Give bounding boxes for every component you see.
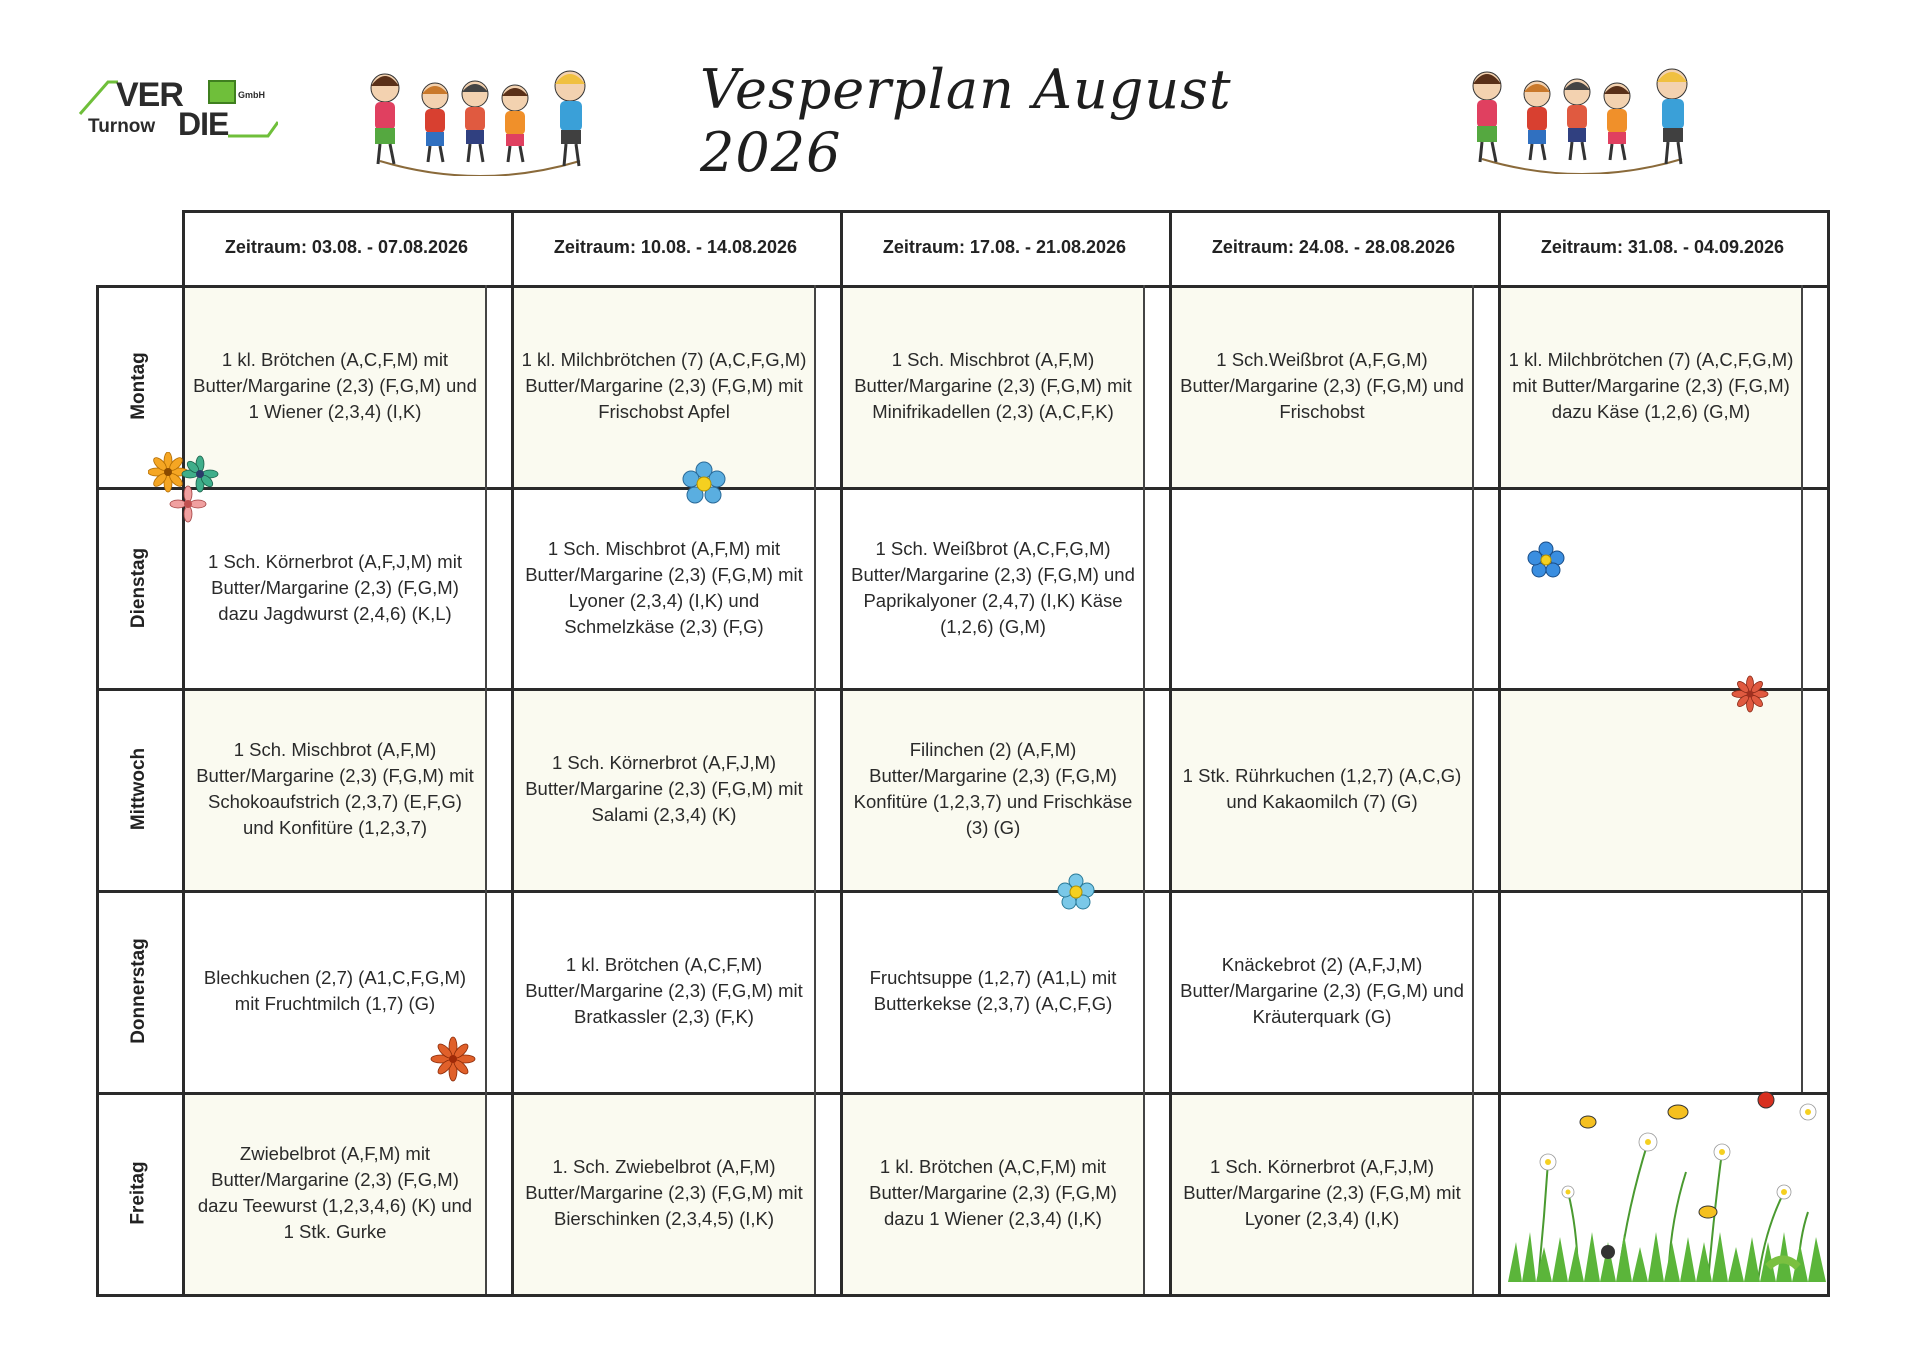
blue-flower-icon [1054,870,1098,914]
red-flower-icon [1728,672,1772,716]
children-jump-rope-illustration-right [1452,64,1712,174]
menu-cell: Filinchen (2) (A,F,M) Butter/Margarine (2,3) (F,G,M) Konfitüre (1,2,3,7) und Frischkäse (3) (G) [853,739,1133,838]
blue-flower-icon [1524,538,1568,582]
menu-cell: Knäckebrot (2) (A,F,J,M) Butter/Margarine (2,3) (F,G,M) und Kräuterquark (G) [1180,954,1464,1027]
table-column-border [1827,210,1830,1297]
menu-cell: 1 Sch. Mischbrot (A,F,M) Butter/Margarine (2,3) (F,G,M) mit Schokoaufstrich (2,3,7) (E,F,G) und Konfitüre (1,2,3,7) [196,739,474,838]
company-logo [78,74,278,144]
week-header: Zeitraum: 31.08. - 04.09.2026 [1540,237,1785,257]
cell-margin-line [1472,285,1474,1294]
menu-cell: 1 Sch. Körnerbrot (A,F,J,M) mit Butter/Margarine (2,3) (F,G,M) dazu Jagdwurst (2,4,6) (K,L) [208,550,462,624]
menu-cell: 1 kl. Milchbrötchen (7) (A,C,F,G,M) mit Butter/Margarine (2,3) (F,G,M) dazu Käse (1,2,6) (G,M) [1508,349,1794,422]
cell-margin-line [1143,285,1145,1294]
day-label-text: Mittwoch [127,747,149,831]
menu-cell: Blechkuchen (2,7) (A1,C,F,G,M) mit Fruchtmilch (1,7) (G) [203,967,467,1014]
week-header: Zeitraum: 24.08. - 28.08.2026 [1211,237,1456,257]
red-flower-icon [428,1034,478,1084]
menu-cell [1172,487,1472,688]
menu-cell: 1 Sch.Weißbrot (A,F,G,M) Butter/Margarine (2,3) (F,G,M) und Frischobst [1180,349,1464,422]
menu-cell: Zwiebelbrot (A,F,M) mit Butter/Margarine (2,3) (F,G,M) dazu Teewurst (1,2,3,4,6) (K) und 1 Stk. Gurke [197,1143,473,1242]
menu-cell: 1 Sch. Mischbrot (A,F,M) Butter/Margarine (2,3) (F,G,M) mit Minifrikadellen (2,3) (A,C,F,K) [854,349,1132,422]
menu-cell: 1 Sch. Körnerbrot (A,F,J,M) Butter/Margarine (2,3) (F,G,M) mit Lyoner (2,3,4) (I,K) [1183,1156,1461,1229]
logo-city: Turnow [88,116,156,137]
day-label-text: Donnerstag [128,938,150,1044]
week-header: Zeitraum: 03.08. - 07.08.2026 [224,237,469,257]
menu-cell: 1 Sch. Mischbrot (A,F,M) mit Butter/Margarine (2,3) (F,G,M) mit Lyoner (2,3,4) (I,K) und Schmelzkäse (2,3) (F,G) [525,537,803,637]
menu-cell: 1. Sch. Zwiebelbrot (A,F,M) Butter/Margarine (2,3) (F,G,M) mit Bierschinken (2,3,4,5) (I,K) [525,1156,803,1229]
day-label-text: Dienstag [128,547,149,628]
day-label [96,890,182,1092]
day-label-text: Freitag [127,1161,149,1225]
day-label-text: Montag [127,352,149,420]
meadow-illustration [1508,1082,1826,1282]
logo-die: DIE [178,106,229,142]
week-header: Zeitraum: 10.08. - 14.08.2026 [553,237,798,257]
cell-margin-line [485,285,487,1294]
day-label [96,688,182,890]
menu-cell: 1 Stk. Rührkuchen (1,2,7) (A,C,G) und Kakaomilch (7) (G) [1182,765,1462,812]
menu-cell [1501,890,1801,1092]
cell-margin-line [814,285,816,1294]
blue-flower-icon [678,458,730,510]
menu-cell: Fruchtsuppe (1,2,7) (A1,L) mit Butterkekse (2,3,7) (A,C,F,G) [869,967,1117,1014]
table-row-border [96,1294,1830,1297]
menu-cell [1501,487,1801,688]
menu-cell: 1 kl. Brötchen (A,C,F,M) Butter/Margarine (2,3) (F,G,M) mit Bratkassler (2,3) (F,K) [525,954,803,1027]
menu-cell: 1 kl. Brötchen (A,C,F,M) mit Butter/Margarine (2,3) (F,G,M) und 1 Wiener (2,3,4) (I,K) [193,349,477,422]
menu-cell [1501,688,1801,890]
page-title: Vesperplan August 2026 [700,58,1232,184]
cell-margin-line [1801,285,1803,1092]
week-header: Zeitraum: 17.08. - 21.08.2026 [882,237,1127,257]
menu-cell: 1 kl. Milchbrötchen (7) (A,C,F,G,M) Butter/Margarine (2,3) (F,G,M) mit Frischobst Apfel [521,349,807,422]
menu-cell: 1 Sch. Körnerbrot (A,F,J,M) Butter/Margarine (2,3) (F,G,M) mit Salami (2,3,4) (K) [525,752,803,825]
children-jump-rope-illustration-left [350,66,610,176]
logo-gmbh: GmbH [238,90,265,100]
menu-cell: 1 kl. Brötchen (A,C,F,M) mit Butter/Margarine (2,3) (F,G,M) dazu 1 Wiener (2,3,4) (I,K) [869,1156,1117,1229]
logo-ver: VER [116,76,183,114]
logo-green-square [208,80,236,104]
flower-cluster-icon [148,452,228,524]
menu-cell: 1 Sch. Weißbrot (A,C,F,G,M) Butter/Margarine (2,3) (F,G,M) und Paprikalyoner (2,4,7) (I,K) Käse (1,2,6) (G,M) [851,537,1135,637]
day-label [96,1092,182,1294]
